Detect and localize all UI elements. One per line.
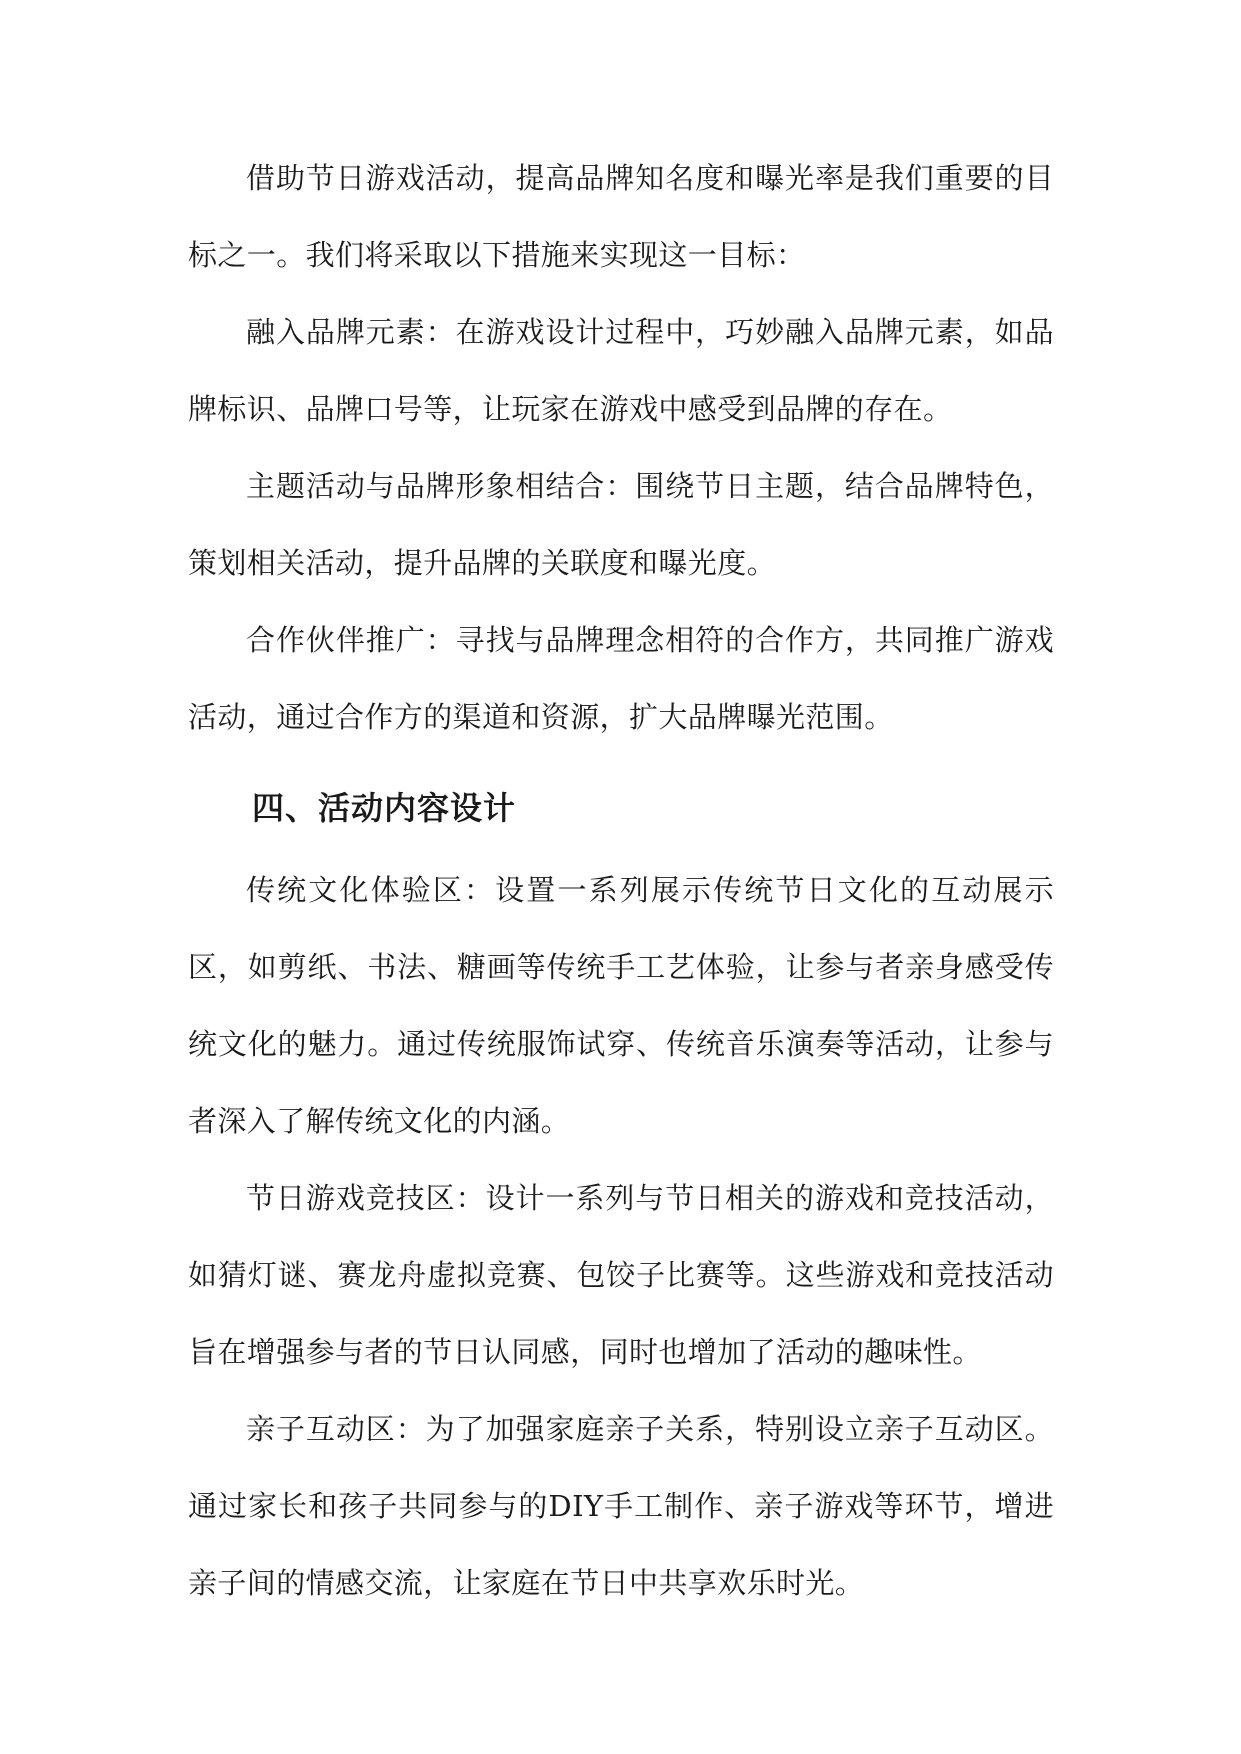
paragraph-traditional-culture-zone: 传统文化体验区：设置一系列展示传统节日文化的互动展示区，如剪纸、书法、糖画等传统手工艺体验，让参与者亲身感受传统文化的魅力。通过传统服饰试穿、传统音乐演奏等活动，让参与者深入了解传统文化的内涵。 xyxy=(188,873,1054,1138)
paragraph-festival-games-zone: 节日游戏竞技区：设计一系列与节日相关的游戏和竞技活动，如猜灯谜、赛龙舟虚拟竞赛、包饺子比赛等。这些游戏和竞技活动旨在增强参与者的节日认同感，同时也增加了活动的趣味性。 xyxy=(188,1181,1054,1369)
paragraph-parent-child-zone: 亲子互动区：为了加强家庭亲子关系，特别设立亲子互动区。通过家长和孩子共同参与的DIY手工制作、亲子游戏等环节，增进亲子间的情感交流，让家庭在节日中共享欢乐时光。 xyxy=(188,1412,1054,1600)
paragraph-brand-goal: 借助节日游戏活动，提高品牌知名度和曝光率是我们重要的目标之一。我们将采取以下措施来实现这一目标： xyxy=(188,161,1054,272)
paragraph-theme-activities: 主题活动与品牌形象相结合：围绕节日主题，结合品牌特色，策划相关活动，提升品牌的关联度和曝光度。 xyxy=(188,469,1054,580)
document-body xyxy=(188,140,1054,1622)
paragraph-partner-promotion: 合作伙伴推广：寻找与品牌理念相符的合作方，共同推广游戏活动，通过合作方的渠道和资源，扩大品牌曝光范围。 xyxy=(188,623,1054,734)
paragraph-brand-elements: 融入品牌元素：在游戏设计过程中，巧妙融入品牌元素，如品牌标识、品牌口号等，让玩家在游戏中感受到品牌的存在。 xyxy=(188,315,1054,426)
section-heading-activity-design: 四、活动内容设计 xyxy=(252,789,517,827)
